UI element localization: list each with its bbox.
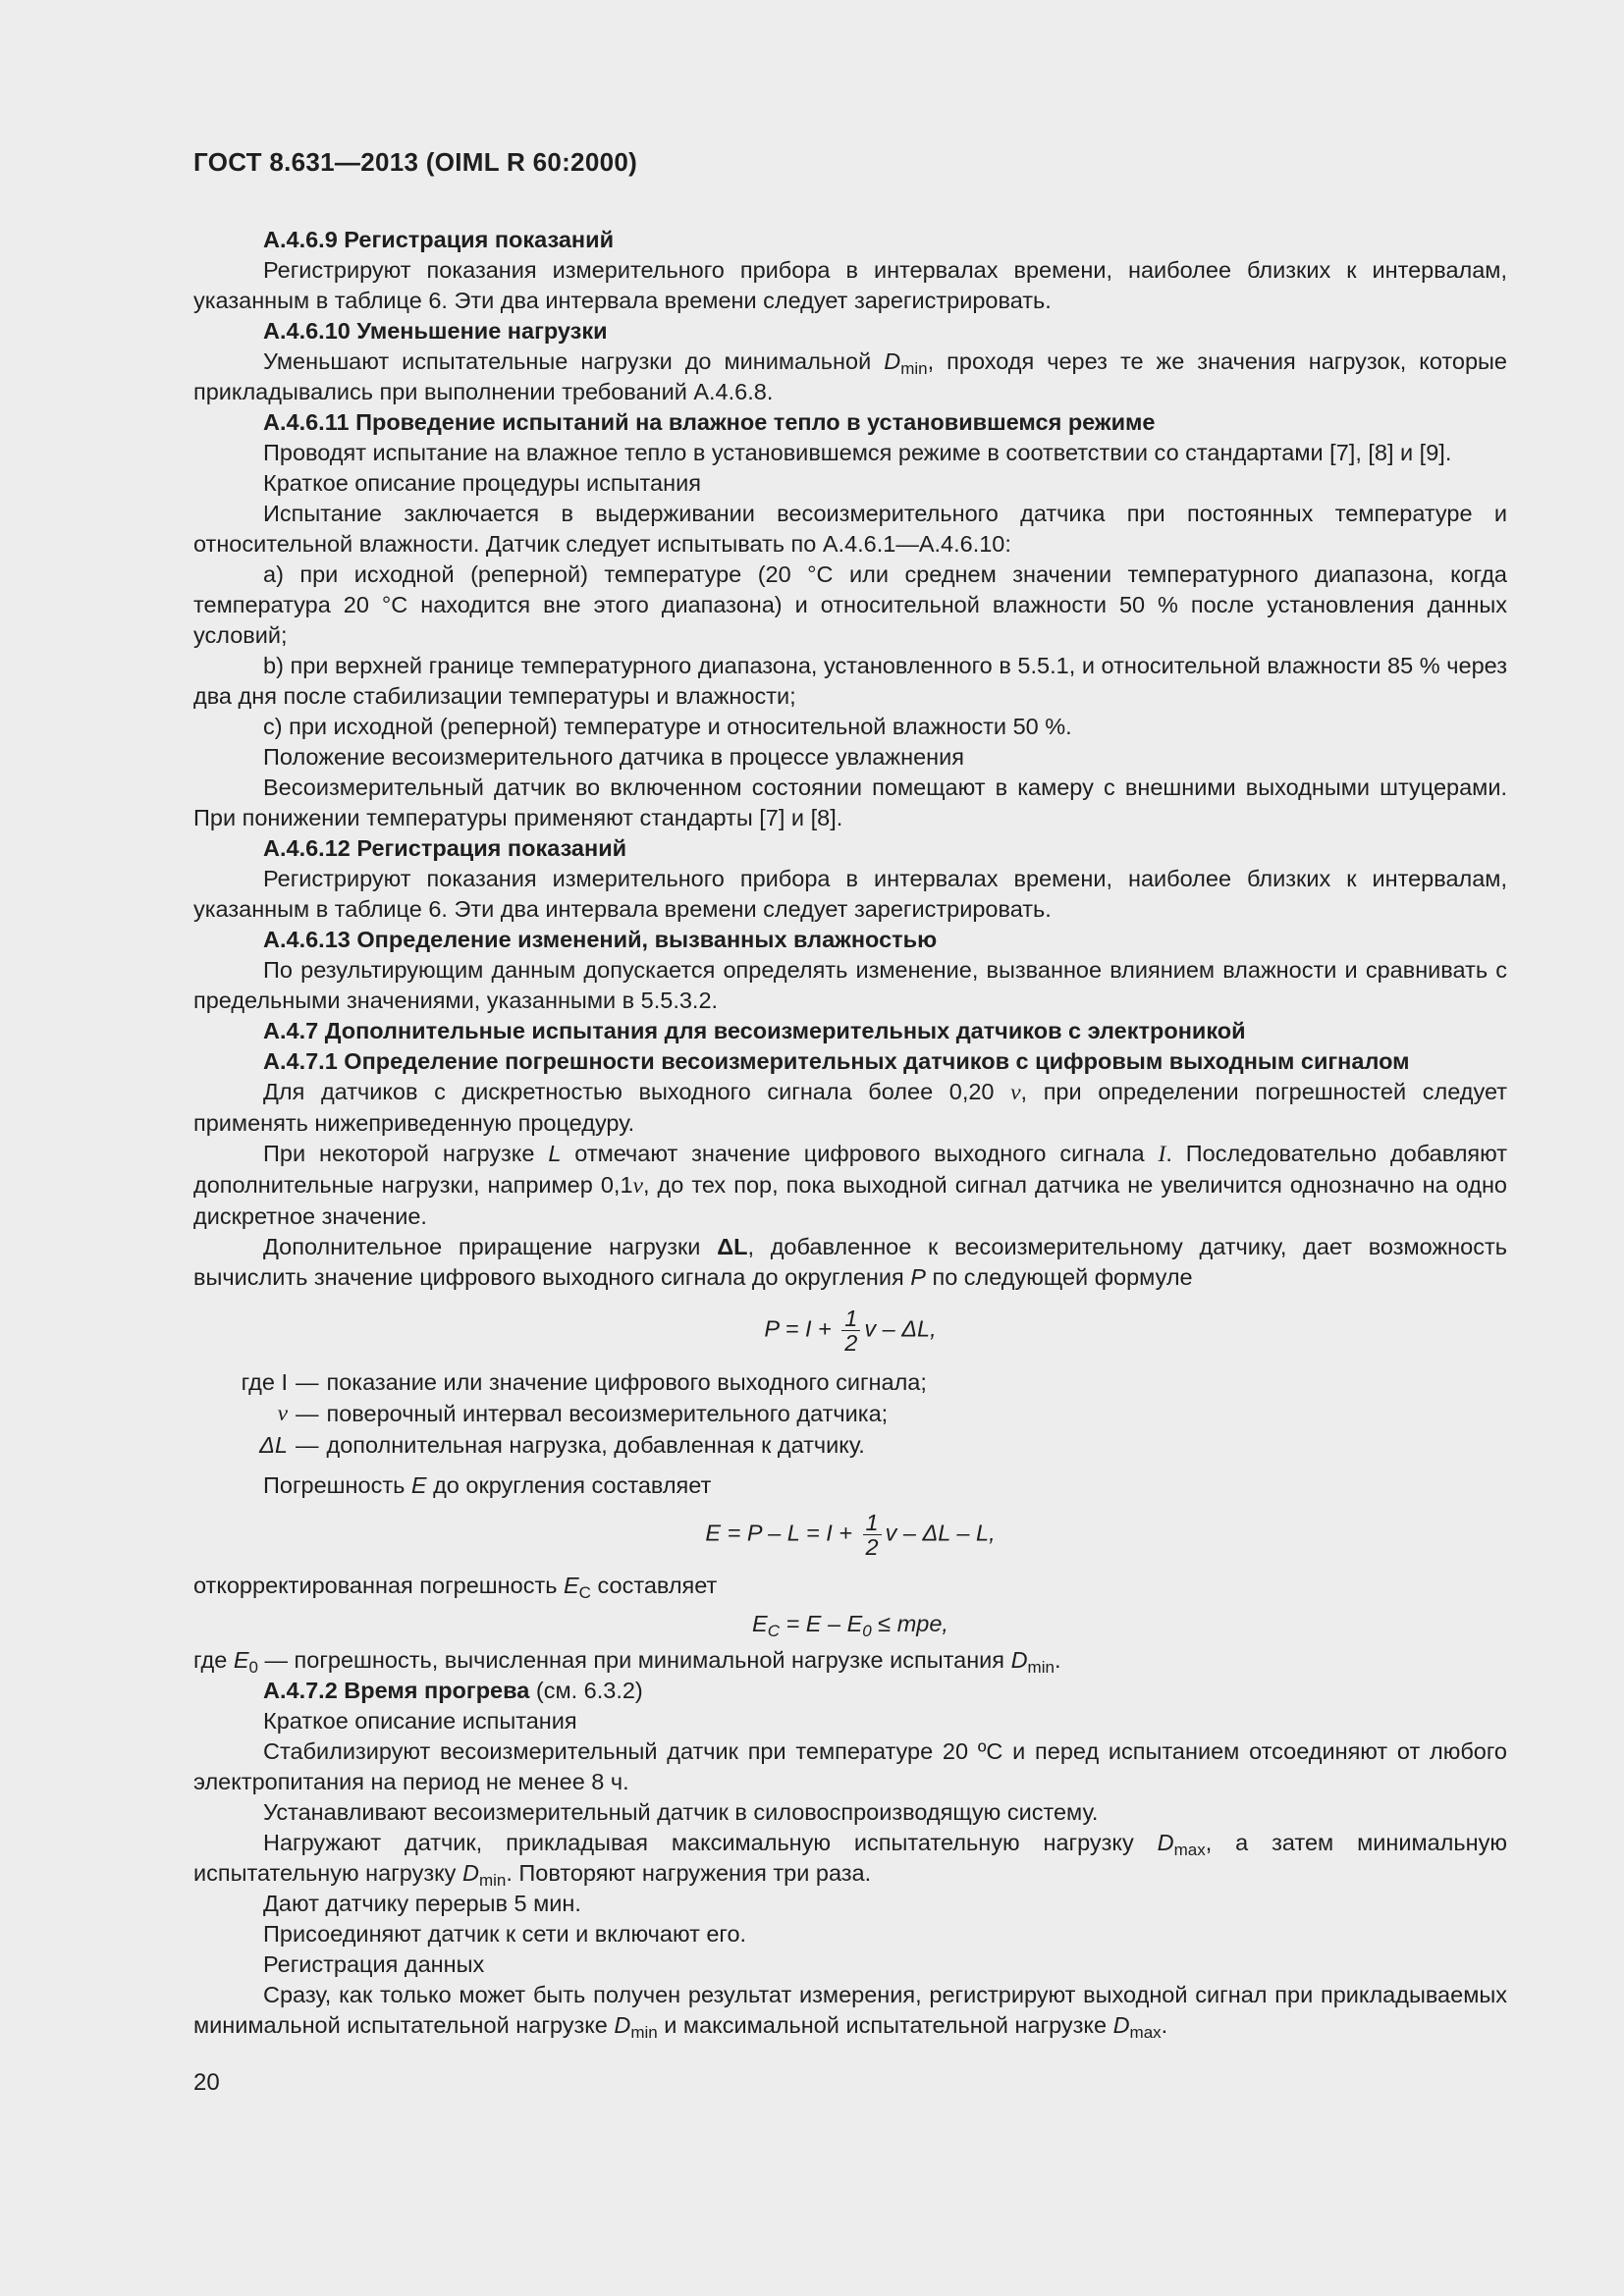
- where-item: где I — показание или значение цифрового выходного сигнала;: [241, 1369, 927, 1395]
- list-item: c) при исходной (реперной) температуре и относительной влажности 50 %.: [263, 714, 1072, 739]
- section-heading: А.4.7 Дополнительные испытания для весоизмерительных датчиков с электроникой: [263, 1018, 1246, 1043]
- page-number: 20: [193, 2069, 220, 2096]
- paragraph: Дополнительное приращение нагрузки ΔL, добавленное к весоизмерительному датчику, дает возможность вычислить значение цифрового выходного сигнала до округления P по следующей формуле: [193, 1234, 1507, 1290]
- fraction: $\frac{1}{2}$: [841, 1307, 860, 1355]
- paragraph: Регистрируют показания измерительного прибора в интервалах времени, наиболее близких к интервалам, указанным в таблице 6. Эти два интервала времени следует зарегистрировать.: [193, 866, 1507, 922]
- where-item: v — поверочный интервал весоизмерительного датчика;: [277, 1401, 889, 1426]
- section-heading: А.4.7.1 Определение погрешности весоизмерительных датчиков с цифровым выходным сигналом: [263, 1048, 1410, 1074]
- paragraph: Для датчиков с дискретностью выходного сигнала более 0,20 v, при определении погрешностей следует применять нижеприведенную процедуру.: [193, 1079, 1507, 1136]
- paragraph: Стабилизируют весоизмерительный датчик при температуре 20 ºС и перед испытанием отсоединяют от любого электропитания на период не менее 8 ч.: [193, 1738, 1507, 1794]
- fraction: $\frac{1}{2}$: [863, 1511, 882, 1559]
- paragraph: Краткое описание испытания: [263, 1708, 577, 1734]
- paragraph: Сразу, как только может быть получен результат измерения, регистрируют выходной сигнал при прикладываемых минимальной испытательной нагрузке $D_{min}$ и максимальной испытательной нагрузке $D_{max}$.: [193, 1982, 1507, 2042]
- paragraph: Присоединяют датчик к сети и включают его.: [263, 1921, 747, 1947]
- paragraph: Краткое описание процедуры испытания: [263, 470, 701, 496]
- paragraph: Испытание заключается в выдерживании весоизмерительного датчика при постоянных температуре и относительной влажности. Датчик следует испытывать по А.4.6.1—А.4.6.10:: [193, 501, 1507, 557]
- paragraph: Регистрируют показания измерительного прибора в интервалах времени, наиболее близких к интервалам, указанным в таблице 6. Эти два интервала времени следует зарегистрировать.: [193, 257, 1507, 313]
- document-header: ГОСТ 8.631—2013 (OIML R 60:2000): [193, 147, 638, 177]
- list-item: a) при исходной (реперной) температуре (20 °С или среднем значении температурного диапазона, когда температура 20 °С находится вне этого диапазона) и относительной влажности 50 % после установления данных условий;: [193, 561, 1507, 648]
- formula: E = P – L = I + $\frac{1}{2}$ v – ΔL – L,: [705, 1510, 996, 1560]
- paragraph: Погрешность E до округления составляет: [263, 1472, 712, 1498]
- section-heading: А.4.6.10 Уменьшение нагрузки: [263, 318, 608, 344]
- section-heading: А.4.6.9 Регистрация показаний: [263, 227, 615, 252]
- paragraph: Регистрация данных: [263, 1951, 485, 1977]
- paragraph: Дают датчику перерыв 5 мин.: [263, 1891, 581, 1916]
- section-heading: А.4.7.2 Время прогрева (см. 6.3.2): [263, 1678, 643, 1703]
- paragraph: Устанавливают весоизмерительный датчик в силовоспроизводящую систему.: [263, 1799, 1099, 1825]
- formula: $E_C = E - E_0$ ≤ mpe,: [752, 1611, 948, 1640]
- section-heading: А.4.6.11 Проведение испытаний на влажное тепло в установившемся режиме: [263, 409, 1156, 435]
- section-heading: А.4.6.13 Определение изменений, вызванных влажностью: [263, 927, 938, 952]
- paragraph: Положение весоизмерительного датчика в процессе увлажнения: [263, 744, 964, 770]
- paragraph: Проводят испытание на влажное тепло в установившемся режиме в соответствии со стандартами [7], [8] и [9].: [263, 440, 1452, 465]
- paragraph: По результирующим данным допускается определять изменение, вызванное влиянием влажности и сравнивать с предельными значениями, указанными в 5.5.3.2.: [193, 957, 1507, 1013]
- list-item: b) при верхней границе температурного диапазона, установленного в 5.5.1, и относительной влажности 85 % через два дня после стабилизации температуры и влажности;: [193, 653, 1507, 709]
- paragraph: Весоизмерительный датчик во включенном состоянии помещают в камеру с внешними выходными штуцерами. При понижении температуры применяют стандарты [7] и [8].: [193, 774, 1507, 830]
- paragraph: откорректированная погрешность $E_C$ составляет: [193, 1573, 718, 1602]
- section-heading: А.4.6.12 Регистрация показаний: [263, 835, 627, 861]
- where-item: ΔL — дополнительная нагрузка, добавленная к датчику.: [259, 1432, 865, 1458]
- document-body: [193, 225, 1507, 2041]
- paragraph: При некоторой нагрузке L отмечают значение цифрового выходного сигнала I. Последовательно добавляют дополнительные нагрузки, например 0,1v, до тех пор, пока выходной сигнал датчика не увеличится однозначно на одно дискретное значение.: [193, 1141, 1507, 1229]
- paragraph: Нагружают датчик, прикладывая максимальную испытательную нагрузку $D_{max}$, а затем минимальную испытательную нагрузку $D_{min}$. Повторяют нагружения три раза.: [193, 1830, 1507, 1890]
- formula: P = I + $\frac{1}{2}$ v – ΔL,: [764, 1306, 937, 1356]
- paragraph: где $E_0$ — погрешность, вычисленная при минимальной нагрузке испытания $D_{min}$.: [193, 1647, 1061, 1677]
- paragraph: Уменьшают испытательные нагрузки до минимальной $D_{min}$, проходя через те же значения нагрузок, которые прикладывались при выполнении требований А.4.6.8.: [193, 348, 1508, 404]
